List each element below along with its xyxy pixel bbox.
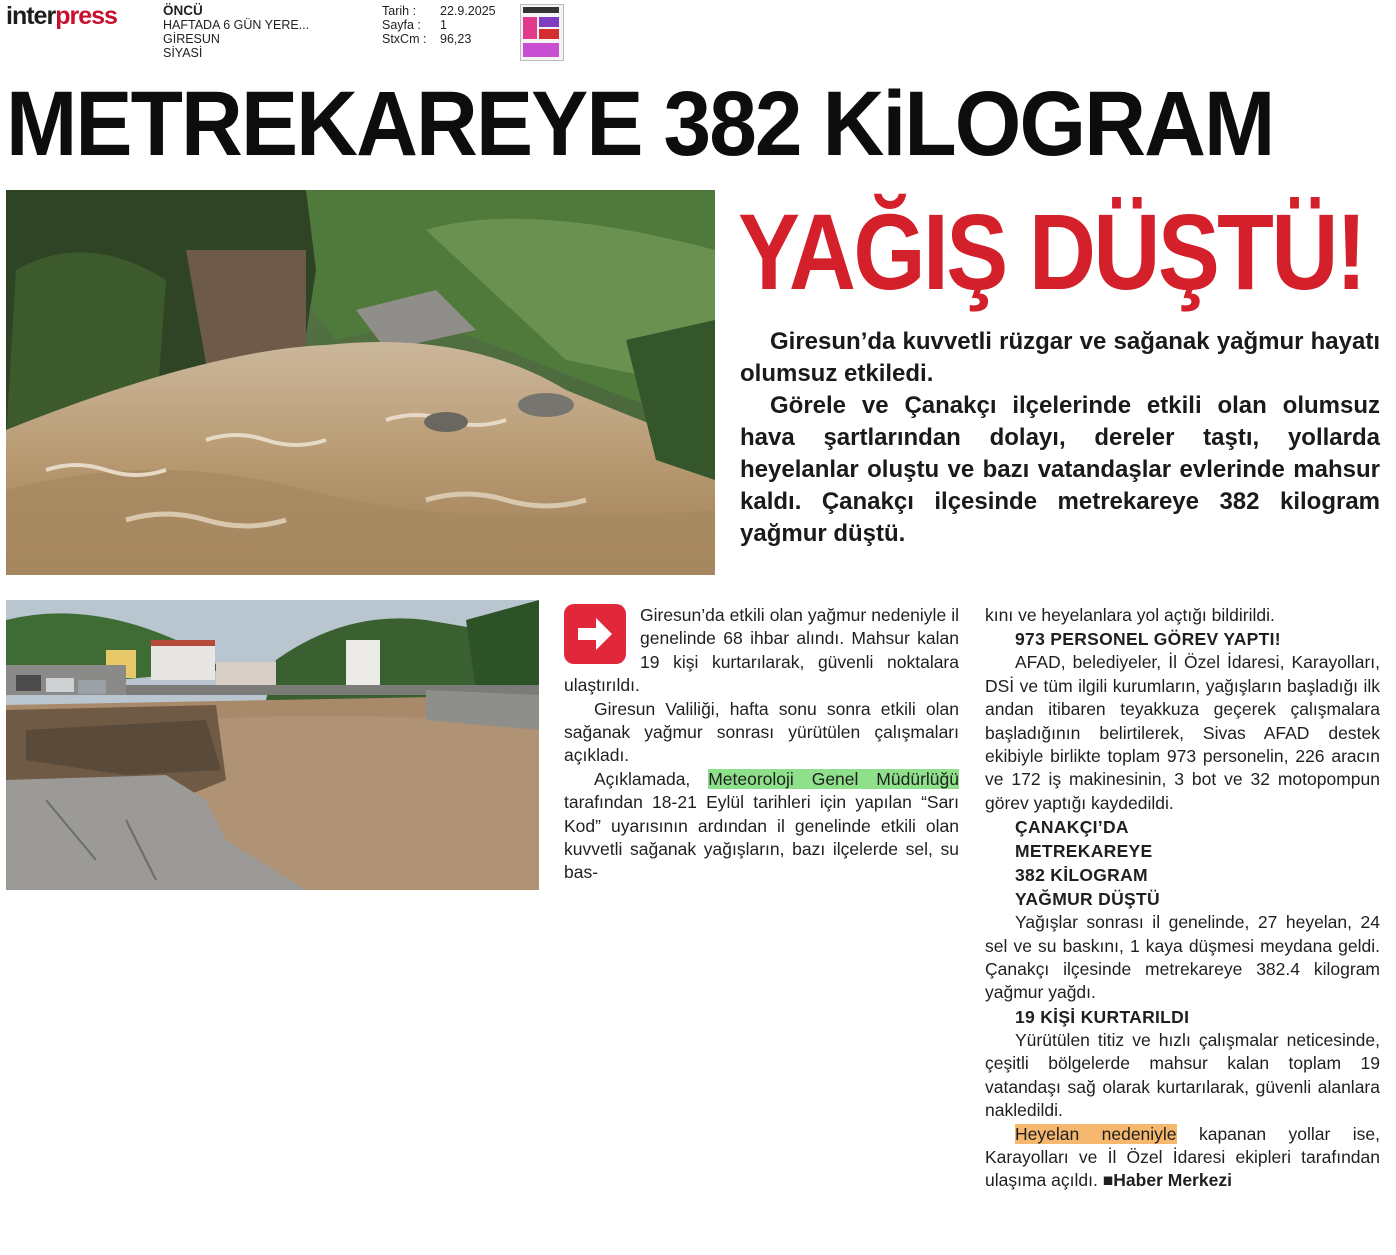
publication-category: SİYASİ bbox=[163, 46, 203, 60]
body-paragraph: AFAD, belediyeler, İl Özel İdaresi, Karayolları, DSİ ve tüm ilgili kurumların, yağışların başladığı ilk andan itibaren teyakkuza geçerek çalışmalara başladığının belirtilerek, Sivas AFAD destek ekibiyle birlikte toplam 973 personelin, 226 aracın ve 172 iş makinesinin, 3 bot ve 32 motopompun görev yaptığı kaydedildi. bbox=[985, 652, 1380, 813]
logo-part-press: press bbox=[55, 2, 117, 30]
article-column-1 bbox=[564, 604, 959, 885]
collapsed-road-photo bbox=[6, 600, 539, 890]
body-paragraph: Yürütülen titiz ve hızlı çalışmalar neticesinde, çeşitli bölgelerde mahsur kalan toplam 19 vatandaşı sağ olarak kurtarılarak, güvenli alanlara nakledildi. bbox=[985, 1029, 1380, 1121]
publication-info bbox=[163, 4, 309, 60]
meta-value: 22.9.2025 bbox=[440, 4, 496, 18]
body-paragraph: Açıklamada, Meteoroloji Genel Müdürlüğü tarafından 18-21 Eylül tarihleri için yapılan “Sarı Kod” uyarısının ardından il genelinde etkili olan kuvvetli sağanak yağışların, bazı ilçelerde sel, su bas- bbox=[564, 768, 959, 883]
lead-paragraph: Görele ve Çanakçı ilçelerinde etkili olan olumsuz hava şartlarından dolayı, dereler taştı, yollarda heyelanlar oluştu ve bazı vatandaşlar evlerinde mahsur kaldı. Çanakçı ilçesinde metrekareye 382 kilogram yağmur düştü. bbox=[740, 392, 1380, 547]
subheading-973-personel: 973 PERSONEL GÖREV YAPTI! bbox=[1015, 629, 1281, 650]
article-lead bbox=[740, 326, 1380, 550]
meta-key: StxCm : bbox=[382, 32, 427, 46]
flood-river-photo bbox=[6, 190, 715, 575]
main-headline: METREKAREYE 382 KiLOGRAM bbox=[6, 73, 1274, 175]
publication-name: ÖNCÜ bbox=[163, 3, 203, 18]
arrow-right-icon bbox=[564, 604, 626, 664]
body-paragraph: Yağışlar sonrası il genelinde, 27 heyelan, 24 sel ve su baskını, 1 kaya düşmesi meydana geldi. Çanakçı ilçesinde metrekareye 382.4 kilogram yağmur yağdı. bbox=[985, 912, 1380, 1003]
meta-row-stxcm bbox=[382, 32, 496, 46]
sub-headline: YAĞIŞ DÜŞTÜ! bbox=[738, 191, 1365, 312]
meta-key: Tarih : bbox=[382, 4, 417, 18]
subheading-19-kisi: 19 KİŞİ KURTARILDI bbox=[1015, 1006, 1190, 1027]
logo-part-inter: inter bbox=[6, 2, 56, 30]
clipping-meta bbox=[382, 4, 496, 46]
highlight-heyelan: Heyelan nedeniyle bbox=[1015, 1123, 1177, 1144]
publication-city: GİRESUN bbox=[163, 32, 220, 46]
page-thumbnail[interactable] bbox=[520, 4, 564, 61]
author-signature: ■Haber Merkezi bbox=[1102, 1170, 1232, 1191]
body-paragraph: Giresun’da etkili olan yağmur nedeniyle il genelinde 68 ihbar alındı. Mahsur kalan 19 kişi kurtarılarak, güvenli noktalara ulaştırıldı. bbox=[564, 605, 959, 696]
meta-row-date bbox=[382, 4, 496, 18]
article-column-2 bbox=[985, 604, 1380, 1193]
subheading-canakci: ÇANAKÇI’DA METREKAREYE 382 KİLOGRAM YAĞMUR DÜŞTÜ bbox=[1015, 817, 1160, 910]
lead-paragraph: Giresun’da kuvvetli rüzgar ve sağanak yağmur hayatı olumsuz etkiledi. bbox=[740, 328, 1380, 387]
meta-value: 96,23 bbox=[440, 32, 472, 46]
meta-row-page bbox=[382, 18, 496, 32]
meta-value: 1 bbox=[440, 18, 447, 32]
body-paragraph: Giresun Valiliği, hafta sonu sonra etkili olan sağanak yağmur sonrası yürütülen çalışmaları açıkladı. bbox=[564, 698, 959, 766]
body-paragraph: Heyelan nedeniyle kapanan yollar ise, Karayolları ve İl Özel İdaresi ekipleri tarafından ulaşıma açıldı. ■Haber Merkezi bbox=[985, 1123, 1380, 1191]
meta-key: Sayfa : bbox=[382, 18, 421, 32]
interpress-logo bbox=[6, 4, 117, 29]
publication-frequency: HAFTADA 6 GÜN YERE... bbox=[163, 18, 310, 32]
body-paragraph: kını ve heyelanlara yol açtığı bildirildi. bbox=[985, 605, 1275, 625]
highlight-meteoroloji: Meteoroloji Genel Müdürlüğü bbox=[708, 768, 959, 789]
